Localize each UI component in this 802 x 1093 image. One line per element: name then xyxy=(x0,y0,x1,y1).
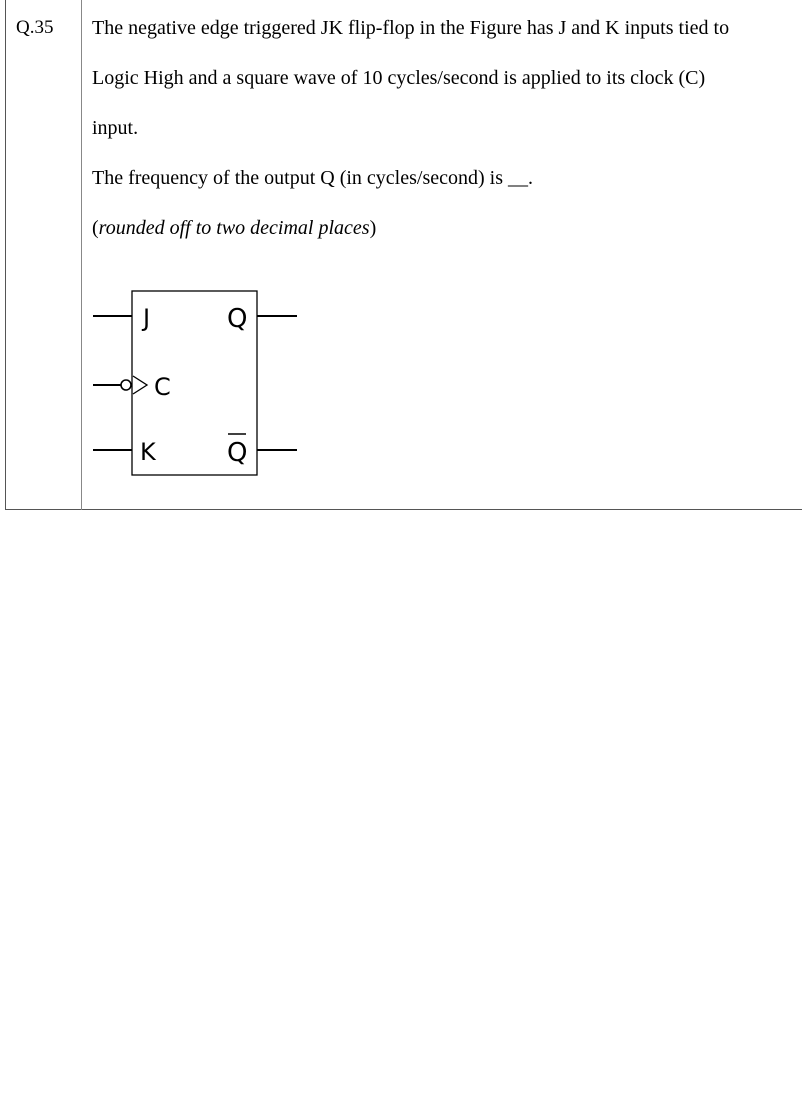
question-line-2: Logic High and a square wave of 10 cycles/second is applied to its clock (C) xyxy=(92,67,706,89)
question-number: Q.35 xyxy=(16,17,54,38)
note-open-paren: ( xyxy=(92,217,99,239)
rounding-note xyxy=(92,216,376,240)
pin-label-j: J xyxy=(143,304,151,332)
pin-label-qbar: Q xyxy=(227,438,248,468)
column-divider xyxy=(81,0,82,510)
pin-label-k: K xyxy=(140,438,156,466)
pin-label-q: Q xyxy=(227,304,248,334)
note-italic-text: rounded off to two decimal places xyxy=(98,217,370,239)
pin-label-c: C xyxy=(154,373,171,401)
note-close-paren: ) xyxy=(369,217,377,239)
question-line-1: The negative edge triggered JK flip-flop in the Figure has J and K inputs tied to xyxy=(92,17,730,39)
question-line-3: input. xyxy=(92,117,139,139)
question-line-4: The frequency of the output Q (in cycles/second) is __. xyxy=(92,167,533,189)
